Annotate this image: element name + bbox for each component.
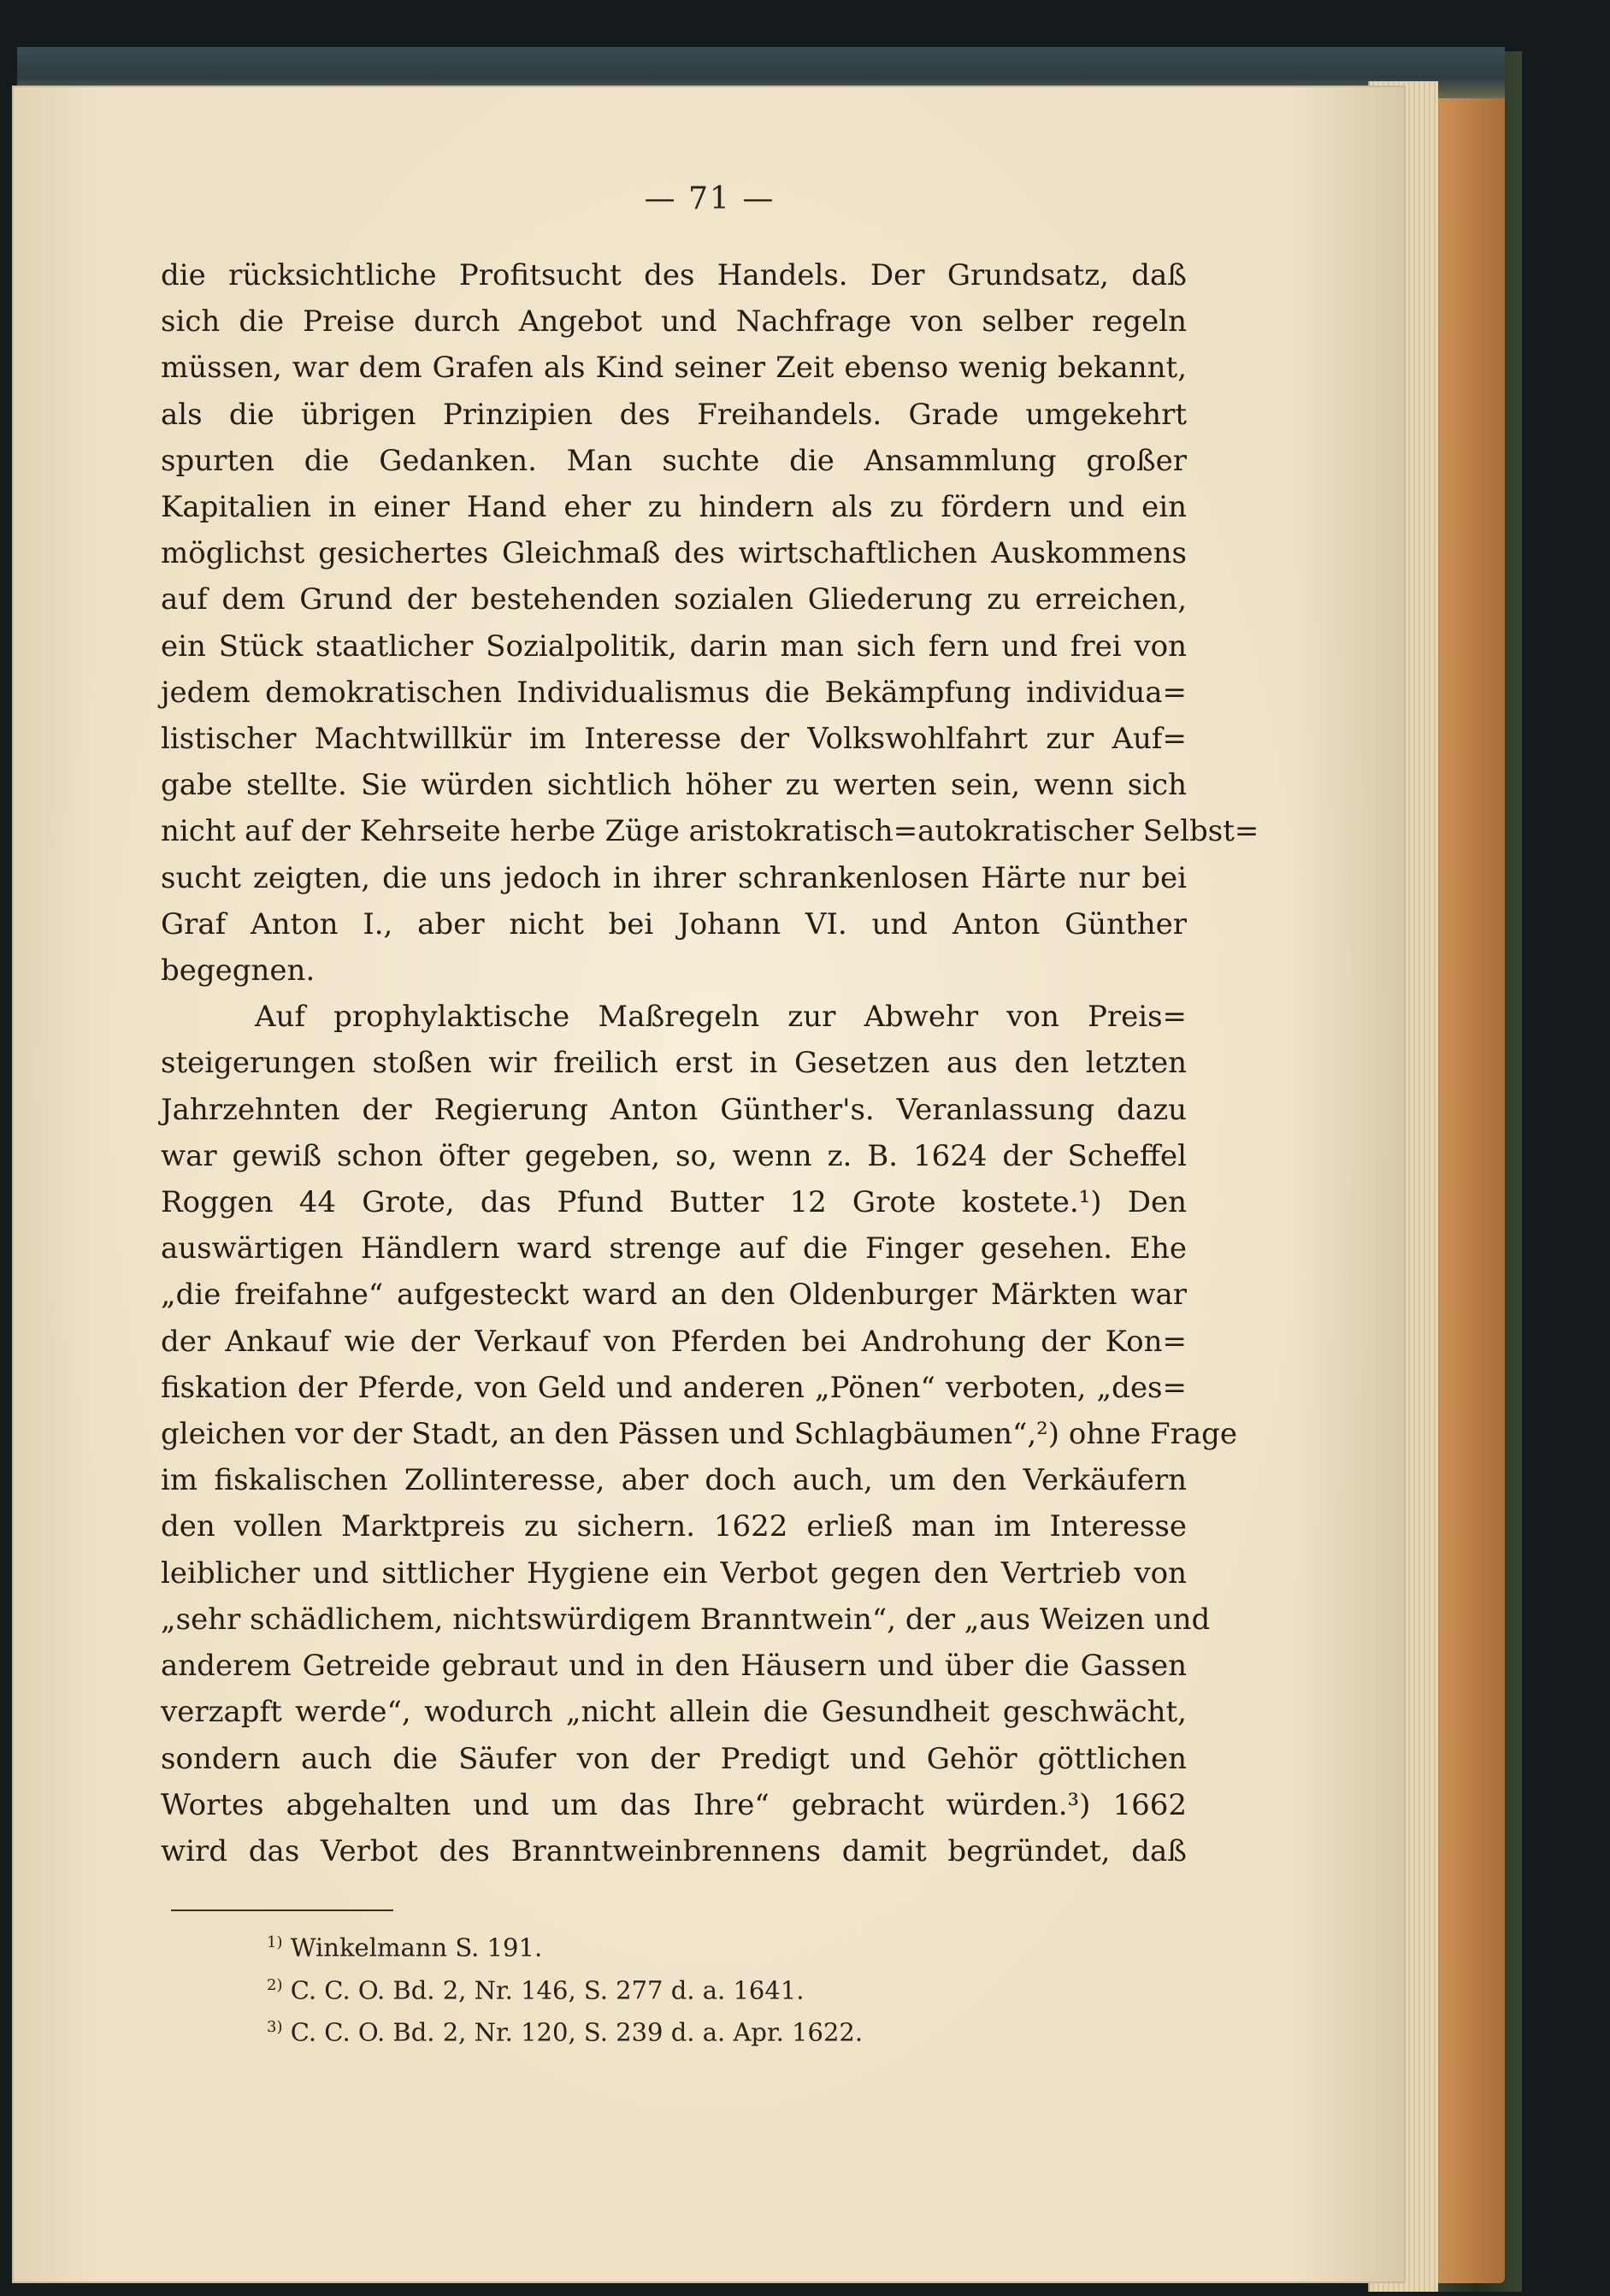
text-line: sucht zeigten, die uns jedoch in ihrer schrankenlosen Härte nur bei — [161, 860, 1187, 895]
text-line: nicht auf der Kehrseite herbe Züge aristokratisch=autokratischer Selbst= — [161, 814, 1259, 849]
text-line: verzapft werde“, wodurch „nicht allein die Gesundheit geschwächt, — [161, 1695, 1187, 1730]
text-line: steigerungen stoßen wir freilich erst in Gesetzen aus den letzten — [161, 1046, 1187, 1081]
text-line: Graf Anton I., aber nicht bei Johann VI. und Anton Günther — [161, 906, 1187, 941]
footnotes — [267, 1924, 1036, 2051]
text-line: möglichst gesichertes Gleichmaß des wirtschaftlichen Auskommens — [161, 536, 1187, 571]
text-line: leiblicher und sittlicher Hygiene ein Verbot gegen den Vertrieb von — [161, 1555, 1187, 1591]
text-line: Roggen 44 Grote, das Pfund Butter 12 Grote kostete.¹) Den — [161, 1185, 1187, 1220]
text-line: müssen, war dem Grafen als Kind seiner Zeit ebenso wenig bekannt, — [161, 351, 1187, 386]
text-line: als die übrigen Prinzipien des Freihandels. Grade umgekehrt — [161, 397, 1187, 432]
footnote-marker: 3) — [267, 2018, 283, 2037]
text-line: begegnen. — [161, 953, 316, 989]
body-text — [161, 252, 1259, 1874]
text-line: anderem Getreide gebraut und in den Häusern und über die Gassen — [161, 1649, 1187, 1684]
text-line: wird das Verbot des Branntweinbrennens damit begründet, daß — [161, 1833, 1187, 1868]
text-line: Jahrzehnten der Regierung Anton Günther's. Veranlassung dazu — [161, 1092, 1187, 1127]
text-line: die rücksichtliche Profitsucht des Handels. Der Grundsatz, daß — [161, 258, 1187, 292]
text-line: Kapitalien in einer Hand eher zu hindern als zu fördern und ein — [161, 490, 1187, 525]
text-line: der Ankauf wie der Verkauf von Pferden bei Androhung der Kon= — [161, 1324, 1187, 1359]
footnote — [267, 2009, 1036, 2051]
text-line: war gewiß schon öfter gegeben, so, wenn z. B. 1624 der Scheffel — [161, 1138, 1187, 1173]
text-line: spurten die Gedanken. Man suchte die Ansammlung großer — [161, 443, 1187, 478]
text-line: den vollen Marktpreis zu sichern. 1622 erließ man im Interesse — [161, 1509, 1187, 1544]
text-line: sich die Preise durch Angebot und Nachfrage von selber regeln — [161, 304, 1187, 339]
footnote-marker: 1) — [267, 1933, 283, 1951]
footnote-marker: 2) — [267, 1975, 283, 1994]
text-line: gleichen vor der Stadt, an den Pässen und Schlagbäumen“,²) ohne Frage — [161, 1417, 1238, 1452]
text-line: im fiskalischen Zollinteresse, aber doch auch, um den Verkäufern — [161, 1463, 1187, 1498]
text-line: jedem demokratischen Individualismus die Bekämpfung individua= — [161, 675, 1187, 710]
text-line: „sehr schädlichem, nichtswürdigem Branntwein“, der „aus Weizen und — [161, 1602, 1211, 1637]
text-line: ein Stück staatlicher Sozialpolitik, darin man sich fern und frei von — [161, 629, 1187, 664]
text-line: fiskation der Pferde, von Geld und anderen „Pönen“ verboten, „des= — [161, 1370, 1187, 1405]
page-number: — 71 — — [644, 181, 776, 216]
footnote-text: C. C. O. Bd. 2, Nr. 146, S. 277 d. a. 1641. — [290, 1975, 805, 2005]
footnote — [267, 1967, 1036, 2010]
text-line: Auf prophylaktische Maßregeln zur Abwehr von Preis= — [255, 1000, 1187, 1035]
text-line: auswärtigen Händlern ward strenge auf die Finger gesehen. Ehe — [161, 1231, 1187, 1266]
text-line: sondern auch die Säufer von der Predigt und Gehör göttlichen — [161, 1741, 1187, 1776]
footnote-text: Winkelmann S. 191. — [290, 1933, 543, 1963]
text-line: listischer Machtwillkür im Interesse der Volkswohlfahrt zur Auf= — [161, 722, 1187, 757]
text-line: gabe stellte. Sie würden sichtlich höher zu werten sein, wenn sich — [161, 768, 1187, 803]
text-line: „die freifahne“ aufgesteckt ward an den Oldenburger Märkten war — [161, 1278, 1187, 1313]
text-line: Wortes abgehalten und um das Ihre“ gebracht würden.³) 1662 — [161, 1787, 1187, 1822]
footnote-rule — [171, 1909, 393, 1911]
footnote — [267, 1924, 1036, 1967]
footnote-text: C. C. O. Bd. 2, Nr. 120, S. 239 d. a. Apr. 1622. — [290, 2017, 864, 2047]
text-line: auf dem Grund der bestehenden sozialen Gliederung zu erreichen, — [161, 582, 1187, 617]
